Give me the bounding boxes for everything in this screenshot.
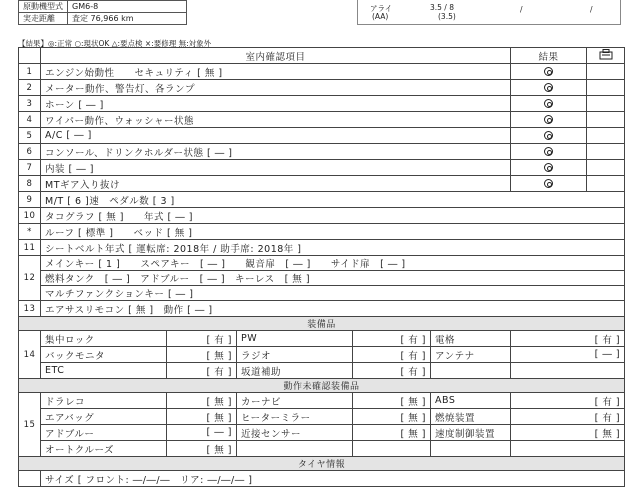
equipment-value <box>511 363 625 379</box>
check-item-row <box>19 176 625 192</box>
row-num: 9 <box>19 192 41 208</box>
equipment-row <box>19 331 625 347</box>
grade-slash-2: / <box>590 5 593 14</box>
check-item-label: ホーン [ ― ] <box>41 96 511 112</box>
grade-box <box>357 0 621 25</box>
equipment-name: PW <box>237 331 353 347</box>
blank-cell <box>587 176 625 192</box>
unverified-equipment-band: 動作未確認装備品 <box>19 379 625 393</box>
inspection-table <box>18 47 625 487</box>
row-seatbelt: シートベルト年式 [ 運転席: 2018年 / 助手席: 2018年 ] <box>41 240 625 256</box>
equipment-value: [ 有 ] <box>511 393 625 409</box>
result-column-header: 結果 <box>511 48 587 64</box>
normal-mark-icon <box>544 163 553 172</box>
equipment-row <box>19 393 625 409</box>
row-num: 2 <box>19 80 41 96</box>
blank-cell <box>587 80 625 96</box>
equipment-name: アンテナ <box>431 347 511 363</box>
tire-size: サイズ [ フロント: ―/―/― リア: ―/―/― ] <box>41 471 625 487</box>
equipment-name: 速度制御装置 <box>431 425 511 441</box>
row-num: 5 <box>19 128 41 144</box>
equipment-name: アドブルー <box>41 425 167 441</box>
model-value: GM6-8 <box>68 1 187 13</box>
equipment-name: ヒーターミラー <box>237 409 353 425</box>
equipment-value: [ 無 ] <box>167 441 237 457</box>
equipment-row <box>19 363 625 379</box>
check-item-label: エンジン始動性 セキュリティ [ 無 ] <box>41 64 511 80</box>
row-roof: ルーフ [ 標準 ] ベッド [ 無 ] <box>41 224 625 240</box>
equipment-name: ABS <box>431 393 511 409</box>
check-item-row <box>19 96 625 112</box>
equipment-name <box>237 441 353 457</box>
equipment-name: エアバッグ <box>41 409 167 425</box>
print-icon[interactable] <box>587 48 625 64</box>
equipment-name: カーナビ <box>237 393 353 409</box>
check-item-row <box>19 160 625 176</box>
row-keys-line1: メインキー [ 1 ] スペアキー [ ― ] 観音扉 [ ― ] サイド扉 [ ― ] <box>41 256 625 271</box>
row-num: 1 <box>19 64 41 80</box>
normal-mark-icon <box>544 67 553 76</box>
grade-left: アライ <box>370 4 393 13</box>
normal-mark-icon <box>544 179 553 188</box>
equipment-name: 坂道補助 <box>237 363 353 379</box>
equipment-value: [ 有 ] <box>167 331 237 347</box>
result-cell <box>511 80 587 96</box>
equipment-value: [ 有 ] <box>511 331 625 347</box>
normal-mark-icon <box>544 99 553 108</box>
check-item-row <box>19 144 625 160</box>
equipment-value: [ 有 ] <box>167 363 237 379</box>
result-cell <box>511 64 587 80</box>
row-air-suspension: エアサスリモコン [ 無 ] 動作 [ ― ] <box>41 301 625 317</box>
equipment-name: オートクルーズ <box>41 441 167 457</box>
tire-num-cell <box>19 471 41 487</box>
check-item-label: メーター動作、警告灯、各ランプ <box>41 80 511 96</box>
row-num: 13 <box>19 301 41 317</box>
equipment-name: 燃焼装置 <box>431 409 511 425</box>
row-mt: M/T [ 6 ]速 ペダル数 [ 3 ] <box>41 192 625 208</box>
row-num: 11 <box>19 240 41 256</box>
equipment-value: [ 無 ] <box>353 425 431 441</box>
equipment-value: [ 有 ] <box>353 363 431 379</box>
equipment-value: [ 無 ] <box>167 347 237 363</box>
result-cell <box>511 160 587 176</box>
blank-cell <box>587 160 625 176</box>
check-item-label: MTギア入り抜け <box>41 176 511 192</box>
blank-cell <box>587 64 625 80</box>
check-item-row <box>19 128 625 144</box>
result-cell <box>511 128 587 144</box>
equipment-value: [ 有 ] <box>353 331 431 347</box>
normal-mark-icon <box>544 131 553 140</box>
equipment-name: ラジオ <box>237 347 353 363</box>
normal-mark-icon <box>544 83 553 92</box>
mileage-value: 査定 76,966 km <box>68 13 187 25</box>
check-item-label: 内装 [ ― ] <box>41 160 511 176</box>
equipment-name: ETC <box>41 363 167 379</box>
equipment-value: [ ― ] <box>511 347 625 363</box>
result-cell <box>511 144 587 160</box>
result-cell <box>511 96 587 112</box>
grade-left-sub: (AA) <box>372 12 389 21</box>
equipment-row <box>19 409 625 425</box>
item-column-header: 室内確認項目 <box>41 48 511 64</box>
normal-mark-icon <box>544 115 553 124</box>
equipment-row <box>19 441 625 457</box>
row-num: * <box>19 224 41 240</box>
row-keys-line3: マルチファンクションキー [ ― ] <box>41 286 625 301</box>
equipment-name: 電格 <box>431 331 511 347</box>
check-item-row <box>19 112 625 128</box>
equipment-value: [ 有 ] <box>353 347 431 363</box>
row-num: 6 <box>19 144 41 160</box>
check-item-row <box>19 64 625 80</box>
blank-cell <box>587 112 625 128</box>
tire-band: タイヤ情報 <box>19 457 625 471</box>
mileage-label: 実走距離 <box>19 13 68 25</box>
row-num: 4 <box>19 112 41 128</box>
check-item-label: コンソール、ドリンクホルダー状態 [ ― ] <box>41 144 511 160</box>
equipment-name: 集中ロック <box>41 331 167 347</box>
equipment-name <box>431 363 511 379</box>
grade-slash-1: / <box>520 5 523 14</box>
equipment-value <box>511 441 625 457</box>
grade-right-sub: (3.5) <box>438 12 456 21</box>
blank-cell <box>587 144 625 160</box>
equipment-value: [ 有 ] <box>511 409 625 425</box>
equipment-value: [ 無 ] <box>353 393 431 409</box>
check-item-label: A/C [ ― ] <box>41 128 511 144</box>
check-item-row <box>19 80 625 96</box>
result-cell <box>511 112 587 128</box>
header-table <box>18 0 187 25</box>
row-num: 14 <box>19 331 41 379</box>
equipment-value: [ 無 ] <box>353 409 431 425</box>
equipment-value <box>353 441 431 457</box>
equipment-value: [ 無 ] <box>511 425 625 441</box>
equipment-value: [ 無 ] <box>167 393 237 409</box>
normal-mark-icon <box>544 147 553 156</box>
equipment-value: [ 無 ] <box>167 409 237 425</box>
equipment-name: バックモニタ <box>41 347 167 363</box>
legend: 【結果】◎:正常 ○:現状OK △:要点検 ×:要修理 無:対象外 <box>18 39 212 48</box>
row-num: 7 <box>19 160 41 176</box>
header-num-cell <box>19 48 41 64</box>
row-tachograph: タコグラフ [ 無 ] 年式 [ ― ] <box>41 208 625 224</box>
model-label: 原動機型式 <box>19 1 68 13</box>
equipment-value: [ ― ] <box>167 425 237 441</box>
equipment-name <box>431 441 511 457</box>
row-keys-line2: 燃料タンク [ ― ] アドブルー [ ― ] キーレス [ 無 ] <box>41 271 625 286</box>
row-num: 10 <box>19 208 41 224</box>
equipment-row <box>19 347 625 363</box>
blank-cell <box>587 128 625 144</box>
row-num: 8 <box>19 176 41 192</box>
grade-right: 3.5 / 8 <box>430 3 454 12</box>
blank-cell <box>587 96 625 112</box>
row-num: 12 <box>19 256 41 301</box>
equipment-name: ドラレコ <box>41 393 167 409</box>
result-cell <box>511 176 587 192</box>
row-num: 15 <box>19 393 41 457</box>
check-item-label: ワイパー動作、ウォッシャー状態 <box>41 112 511 128</box>
row-num: 3 <box>19 96 41 112</box>
equipment-name: 近接センサー <box>237 425 353 441</box>
equipment-band: 装備品 <box>19 317 625 331</box>
equipment-row <box>19 425 625 441</box>
